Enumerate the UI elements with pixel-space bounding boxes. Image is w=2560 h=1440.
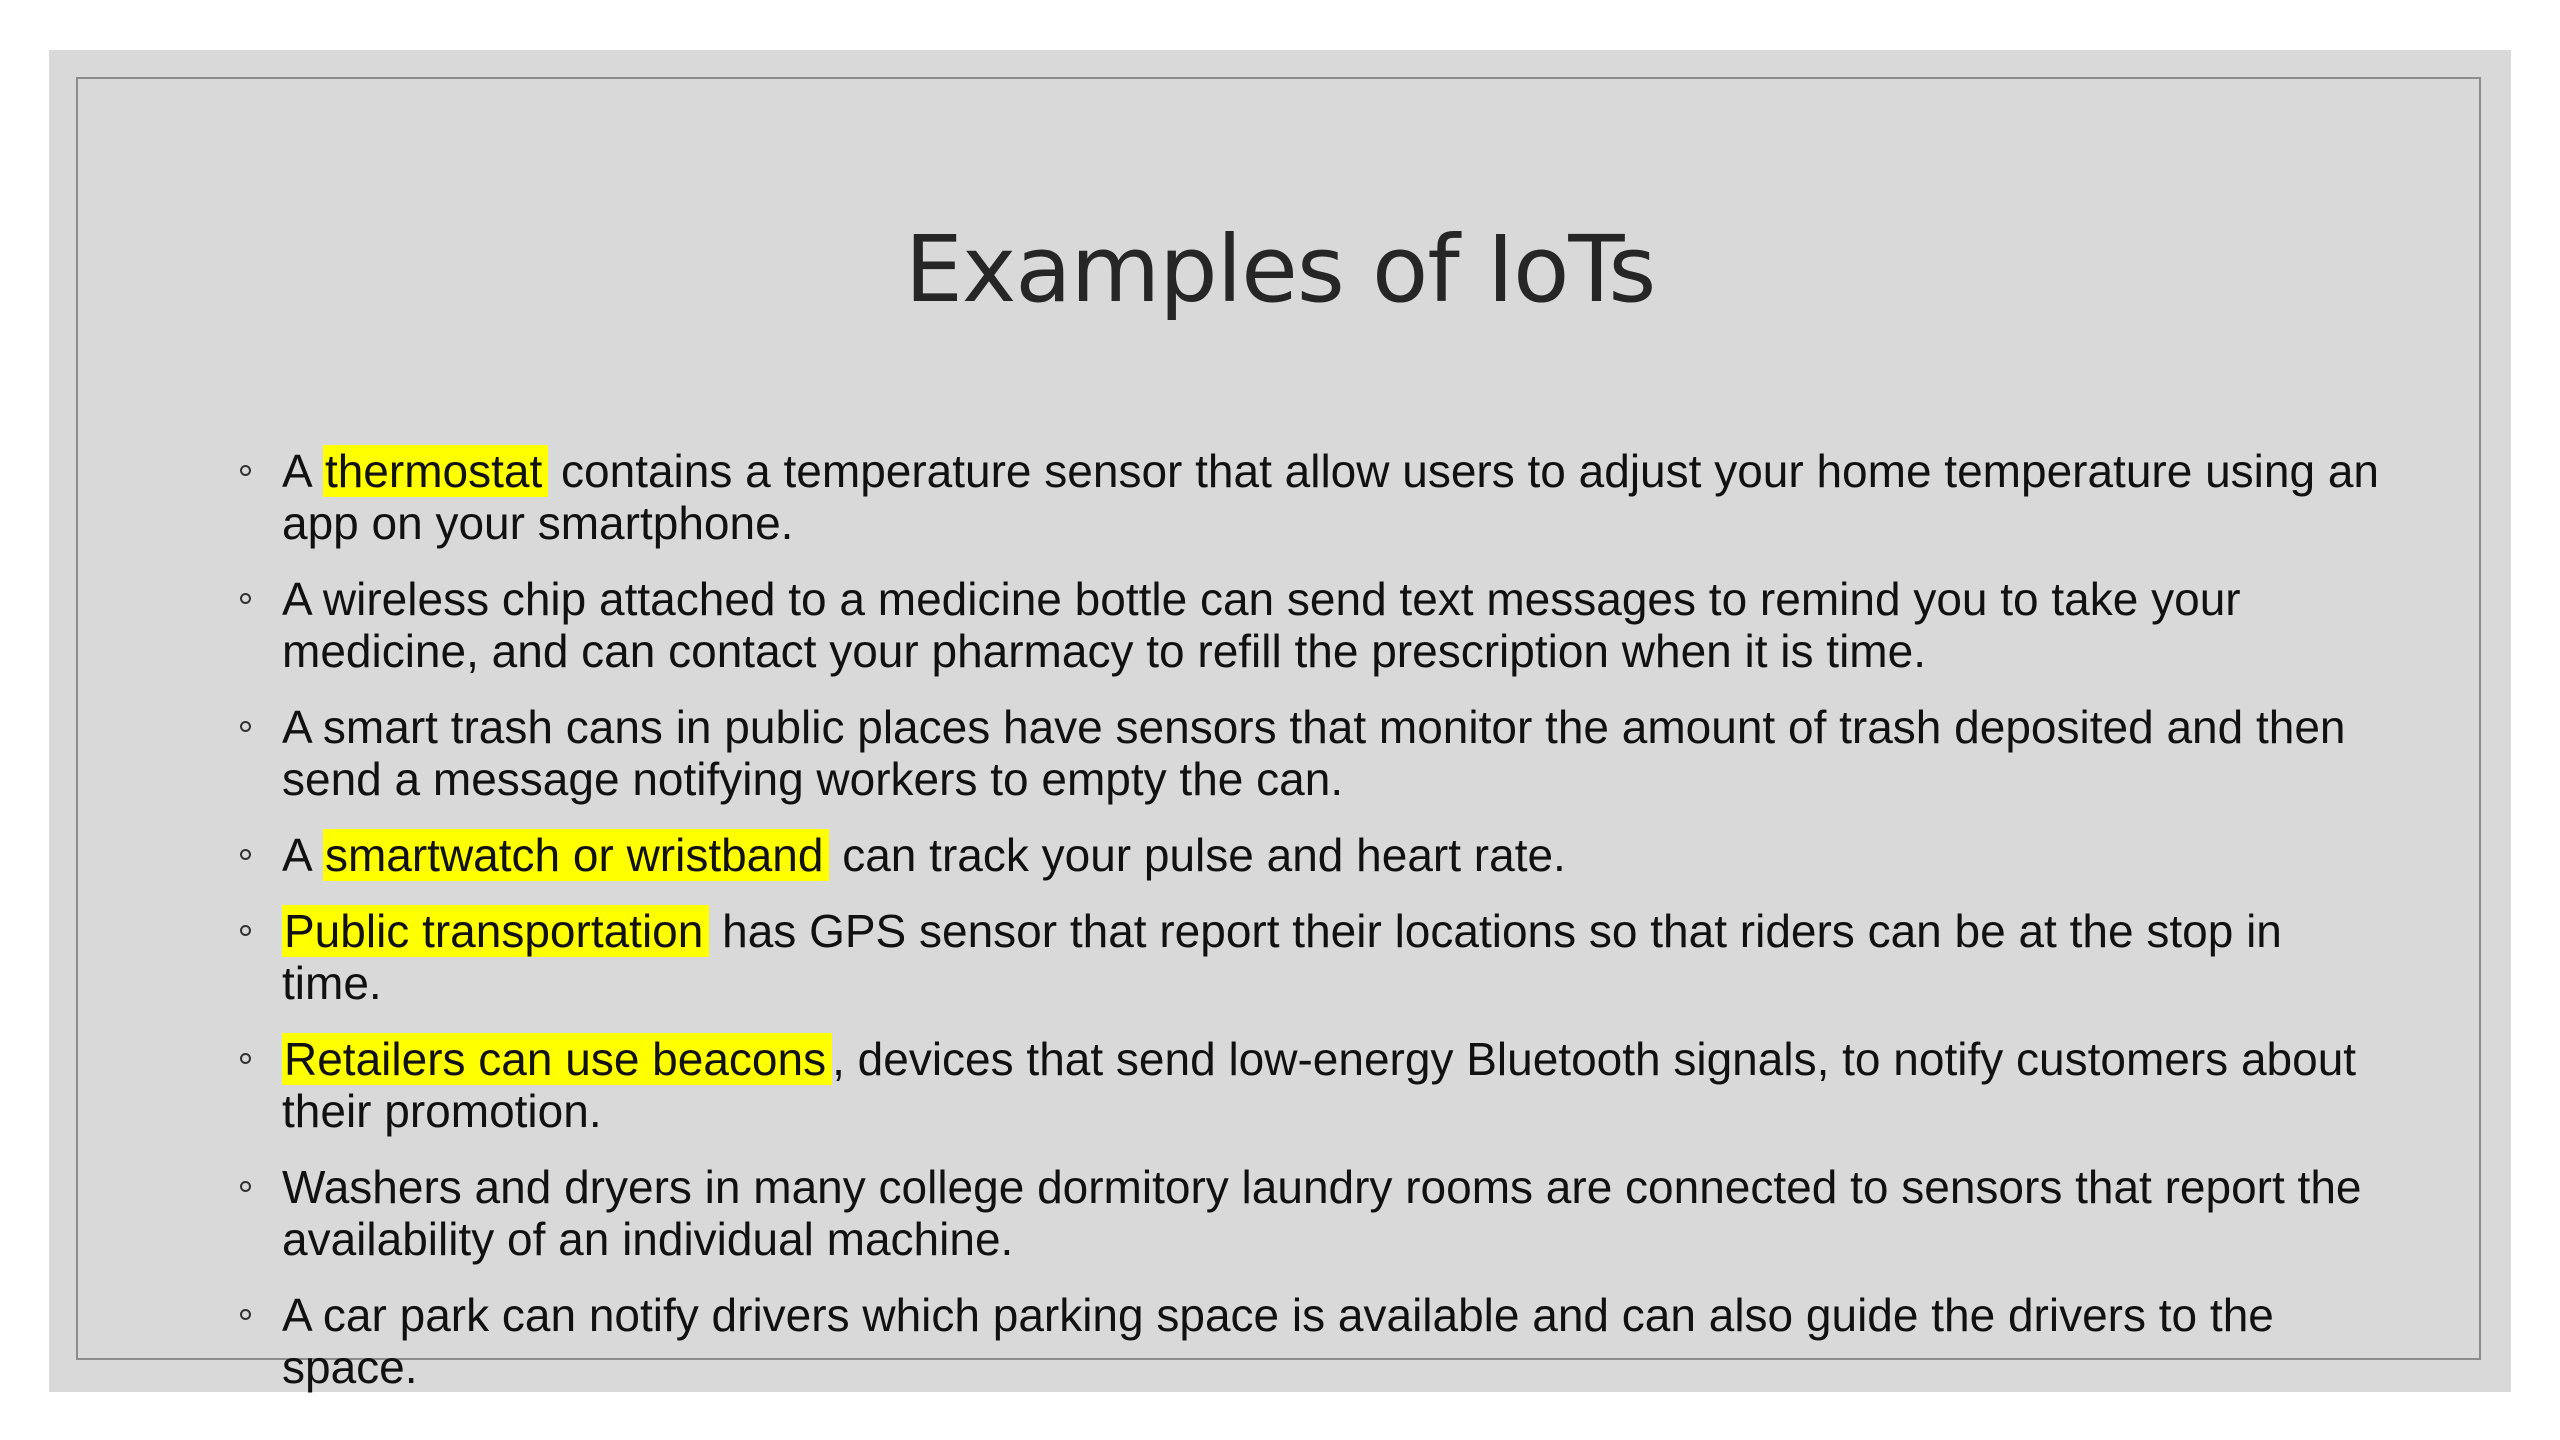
bullet-marker-icon: [240, 849, 251, 860]
bullet-list: [240, 445, 2390, 1417]
bullet-highlight: thermostat: [323, 445, 548, 497]
bullet-marker-icon: [240, 465, 251, 476]
bullet-text-post: Washers and dryers in many college dormitory laundry rooms are connected to sensors that report the availability of an individual machine.: [282, 1161, 2362, 1265]
bullet-marker-icon: [240, 925, 251, 936]
bullet-item: [240, 1289, 2390, 1393]
bullet-text-pre: A: [282, 445, 323, 497]
bullet-text-post: can track your pulse and heart rate.: [829, 829, 1566, 881]
bullet-marker-icon: [240, 1181, 251, 1192]
bullet-item: [240, 1033, 2390, 1137]
bullet-text-post: contains a temperature sensor that allow users to adjust your home temperature using an app on your smartphone.: [282, 445, 2380, 549]
bullet-text-post: A car park can notify drivers which parking space is available and can also guide the drivers to the space.: [282, 1289, 2274, 1393]
bullet-item: [240, 829, 2390, 881]
bullet-text-post: A wireless chip attached to a medicine bottle can send text messages to remind you to take your medicine, and can contact your pharmacy to refill the prescription when it is time.: [282, 573, 2241, 677]
bullet-item: [240, 701, 2390, 805]
bullet-highlight: smartwatch or wristband: [323, 829, 830, 881]
bullet-text-pre: A: [282, 829, 323, 881]
bullet-marker-icon: [240, 1053, 251, 1064]
bullet-highlight: Public transportation: [282, 905, 709, 957]
bullet-text-post: has GPS sensor that report their locations so that riders can be at the stop in time.: [282, 905, 2282, 1009]
bullet-item: [240, 573, 2390, 677]
bullet-marker-icon: [240, 1309, 251, 1320]
bullet-highlight: Retailers can use beacons: [282, 1033, 832, 1085]
slide-title: Examples of IoTs: [904, 216, 1656, 323]
bullet-item: [240, 905, 2390, 1009]
bullet-marker-icon: [240, 593, 251, 604]
bullet-item: [240, 1161, 2390, 1265]
bullet-text-post: , devices that send low-energy Bluetooth signals, to notify customers about their promotion.: [282, 1033, 2357, 1137]
bullet-item: [240, 445, 2390, 549]
bullet-text-post: A smart trash cans in public places have sensors that monitor the amount of trash deposited and then send a message notifying workers to empty the can.: [282, 701, 2346, 805]
slide: [49, 50, 2511, 1392]
bullet-marker-icon: [240, 721, 251, 732]
